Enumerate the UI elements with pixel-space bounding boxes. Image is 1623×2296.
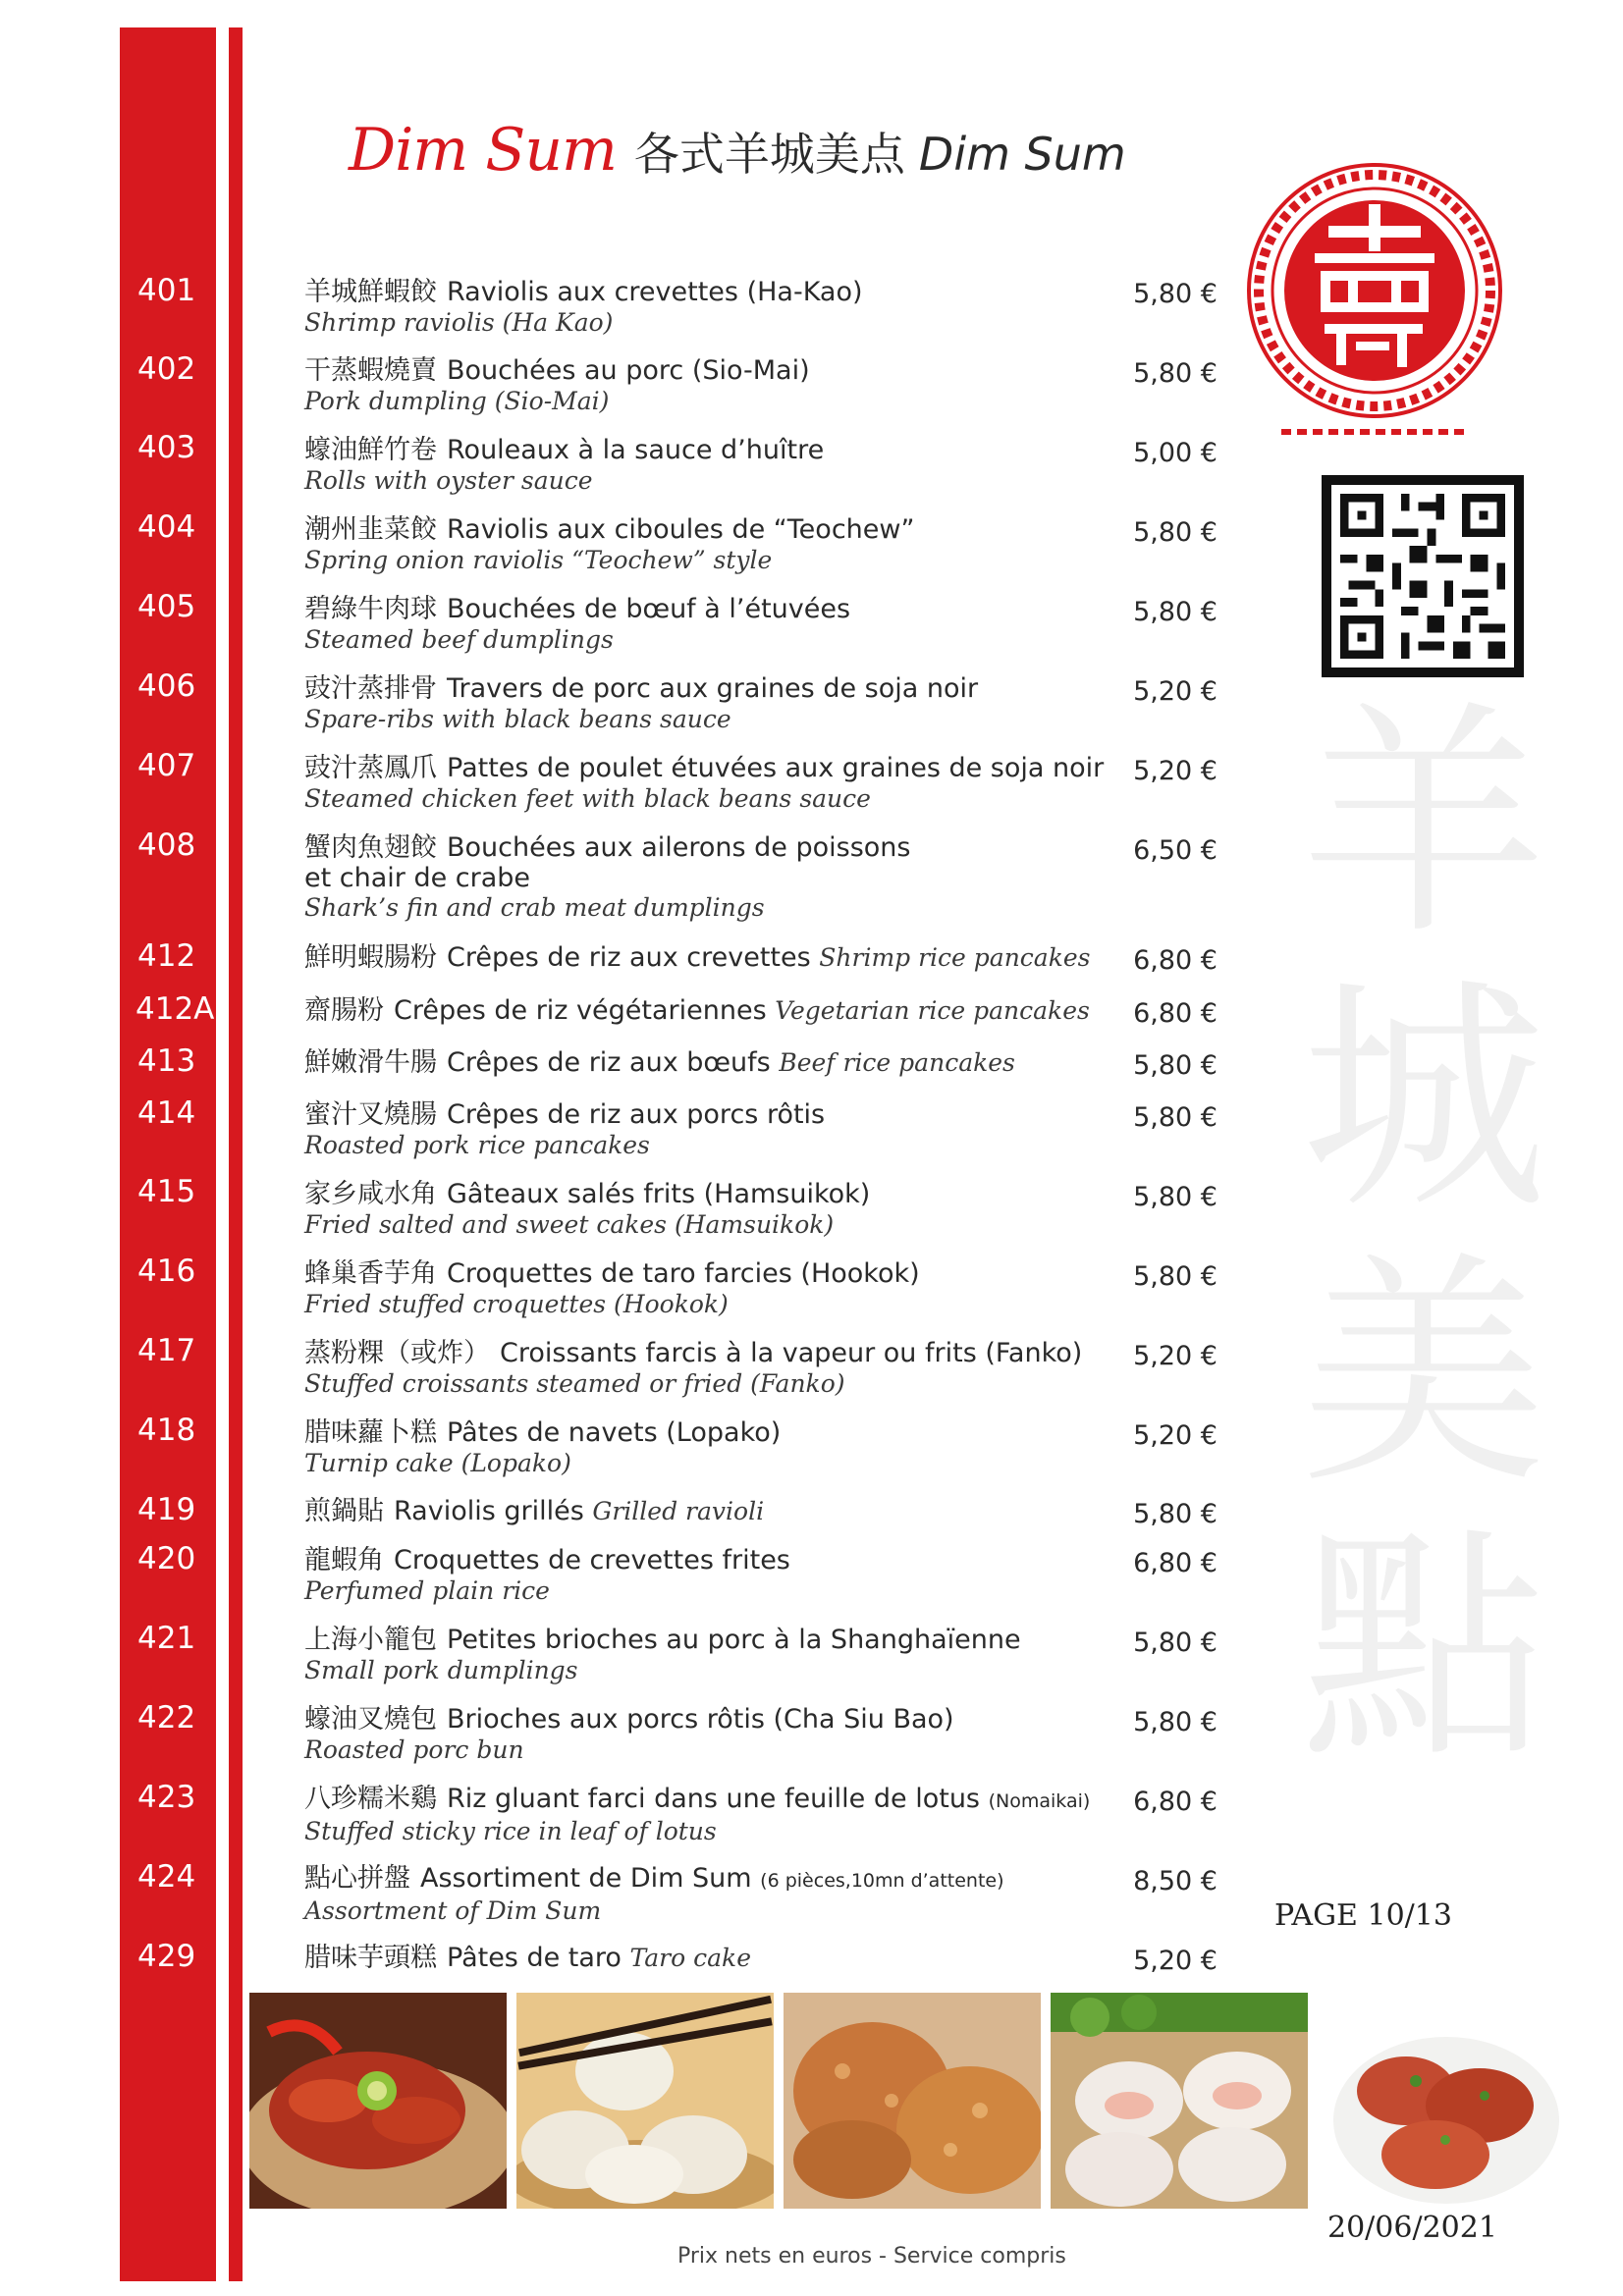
- item-price: 8,50 €: [1133, 1866, 1217, 1896]
- item-chinese-name: 蟹肉魚翅餃: [304, 832, 437, 863]
- item-french-name: Rouleaux à la sauce d’huître: [447, 435, 825, 465]
- item-french-name: Crêpes de riz aux bœufs: [447, 1047, 771, 1078]
- item-note: (Nomaikai): [988, 1790, 1091, 1812]
- item-french-name: Bouchées de bœuf à l’étuvées: [447, 594, 851, 624]
- item-english-name: Shrimp raviolis (Ha Kao): [304, 308, 614, 337]
- item-chinese-name: 八珍糯米鷄: [304, 1784, 437, 1814]
- left-red-stripe: [229, 27, 243, 2281]
- item-number: 401: [137, 273, 196, 308]
- item-number: 429: [137, 1939, 196, 1974]
- item-chinese-name: 上海小籠包: [304, 1625, 437, 1655]
- item-chinese-name: 蜜汁叉燒腸: [304, 1099, 437, 1130]
- item-price: 5,00 €: [1133, 438, 1217, 468]
- item-price: 5,80 €: [1133, 279, 1217, 309]
- title-english: Dim Sum: [918, 128, 1126, 181]
- item-english-name: Stuffed sticky rice in leaf of lotus: [304, 1817, 717, 1845]
- photo-xiaolongbao: [516, 1993, 774, 2209]
- item-price: 5,80 €: [1133, 517, 1217, 548]
- item-french-name: Brioches aux porcs rôtis (Cha Siu Bao): [447, 1704, 954, 1735]
- item-price: 5,20 €: [1133, 676, 1217, 707]
- item-number: 407: [137, 748, 196, 783]
- item-chinese-name: 腊味蘿卜糕: [304, 1417, 437, 1448]
- item-english-name: Stuffed croissants steamed or fried (Fanko): [304, 1369, 845, 1398]
- item-number: 403: [137, 430, 196, 465]
- item-price: 5,80 €: [1133, 1499, 1217, 1529]
- item-chinese-name: 干蒸蝦燒賣: [304, 355, 437, 386]
- item-price: 5,80 €: [1133, 1050, 1217, 1081]
- item-price: 5,80 €: [1133, 1628, 1217, 1658]
- item-english-name: Steamed chicken feet with black beans sauce: [304, 784, 871, 813]
- title-script: Dim Sum: [349, 116, 617, 185]
- item-chinese-name: 腊味芋頭糕: [304, 1943, 437, 1973]
- item-french-name: Croissants farcis à la vapeur ou frits (Fanko): [500, 1338, 1083, 1368]
- item-number: 412A: [135, 991, 215, 1027]
- item-french-name: Bouchées aux ailerons de poissons: [447, 832, 911, 863]
- item-price: 5,80 €: [1133, 1182, 1217, 1212]
- item-price: 5,80 €: [1133, 1261, 1217, 1292]
- item-chinese-name: 蜂巢香芋角: [304, 1258, 437, 1289]
- item-french-name: Raviolis grillés: [394, 1496, 584, 1526]
- item-french-name: Pâtes de navets (Lopako): [447, 1417, 782, 1448]
- item-number: 422: [137, 1700, 196, 1735]
- item-english-name: Shark’s fin and crab meat dumplings: [304, 893, 765, 922]
- item-number: 402: [137, 351, 196, 387]
- item-number: 414: [137, 1095, 196, 1131]
- item-english-name: Steamed beef dumplings: [304, 625, 614, 654]
- item-chinese-name: 潮州韭菜餃: [304, 514, 437, 545]
- watermark-char: 點: [1301, 1506, 1546, 1791]
- photo-chicken-feet: [249, 1993, 507, 2209]
- item-french-name: Petites brioches au porc à la Shanghaïenne: [447, 1625, 1021, 1655]
- item-number: 421: [137, 1621, 196, 1656]
- item-price: 5,20 €: [1133, 1946, 1217, 1976]
- item-number: 415: [137, 1174, 196, 1209]
- item-number: 416: [137, 1254, 196, 1289]
- item-number: 419: [137, 1492, 196, 1527]
- item-number: 412: [137, 938, 196, 974]
- item-french-name: Raviolis aux crevettes (Ha-Kao): [447, 277, 863, 307]
- item-price: 6,80 €: [1133, 945, 1217, 976]
- item-english-name: Beef rice pancakes: [779, 1048, 1015, 1077]
- item-english-name: Vegetarian rice pancakes: [775, 996, 1090, 1025]
- item-english-name: Pork dumpling (Sio-Mai): [304, 387, 610, 415]
- item-french-name: Crêpes de riz aux crevettes: [447, 942, 811, 973]
- item-french-name: Travers de porc aux graines de soja noir: [447, 673, 979, 704]
- item-price: 6,80 €: [1133, 1548, 1217, 1578]
- item-french-name: Croquettes de crevettes frites: [394, 1545, 790, 1575]
- item-french-name: Gâteaux salés frits (Hamsuikok): [447, 1179, 871, 1209]
- item-price: 6,80 €: [1133, 998, 1217, 1029]
- item-french-name: Raviolis aux ciboules de “Teochew”: [447, 514, 915, 545]
- item-number: 423: [137, 1780, 196, 1815]
- item-french-name: Riz gluant farci dans une feuille de lotus: [447, 1784, 980, 1814]
- item-english-name: Grilled ravioli: [592, 1497, 765, 1525]
- item-chinese-name: 鮮明蝦腸粉: [304, 942, 437, 973]
- qr-code[interactable]: [1322, 475, 1524, 677]
- item-english-name: Small pork dumplings: [304, 1656, 578, 1684]
- item-english-name: Spring onion raviolis “Teochew” style: [304, 546, 773, 574]
- item-number: 424: [137, 1859, 196, 1895]
- item-chinese-name: 蠔油鮮竹卷: [304, 435, 437, 465]
- item-english-name: Turnip cake (Lopako): [304, 1449, 571, 1477]
- item-french-name-cont: et chair de crabe: [304, 863, 531, 893]
- item-chinese-name: 蠔油叉燒包: [304, 1704, 437, 1735]
- page-number: PAGE 10/13: [1274, 1898, 1452, 1933]
- item-number: 405: [137, 589, 196, 624]
- item-english-name: Assortment of Dim Sum: [304, 1896, 602, 1925]
- item-english-name: Roasted porc bun: [304, 1735, 524, 1764]
- item-french-name: Assortiment de Dim Sum: [420, 1863, 752, 1894]
- item-number: 420: [137, 1541, 196, 1576]
- food-photo-strip: [0, 1993, 1623, 2218]
- date-label: 20/06/2021: [1327, 2211, 1497, 2245]
- item-french-name: Croquettes de taro farcies (Hookok): [447, 1258, 920, 1289]
- item-english-name: Shrimp rice pancakes: [819, 943, 1091, 972]
- item-english-name: Taro cake: [629, 1944, 751, 1972]
- photo-har-gow: [1051, 1993, 1308, 2209]
- item-english-name: Spare-ribs with black beans sauce: [304, 705, 731, 733]
- item-price: 5,80 €: [1133, 358, 1217, 389]
- item-number: 404: [137, 509, 196, 545]
- item-price: 5,80 €: [1133, 1707, 1217, 1737]
- footer-note: Prix nets en euros - Service compris: [677, 2244, 1066, 2269]
- item-number: 413: [137, 1043, 196, 1079]
- item-price: 5,20 €: [1133, 756, 1217, 786]
- item-chinese-name: 豉汁蒸排骨: [304, 673, 437, 704]
- item-price: 5,20 €: [1133, 1341, 1217, 1371]
- title-chinese: 各式羊城美点: [633, 128, 905, 181]
- item-french-name: Crêpes de riz aux porcs rôtis: [447, 1099, 826, 1130]
- item-english-name: Rolls with oyster sauce: [304, 466, 593, 495]
- item-chinese-name: 羊城鮮蝦餃: [304, 277, 437, 307]
- item-number: 417: [137, 1333, 196, 1368]
- item-french-name: Pâtes de taro: [447, 1943, 622, 1973]
- item-english-name: Fried salted and sweet cakes (Hamsuikok): [304, 1210, 835, 1239]
- watermark-char: 美: [1301, 1231, 1546, 1517]
- item-chinese-name: 蒸粉粿（或炸）: [304, 1338, 490, 1368]
- item-chinese-name: 齋腸粉: [304, 995, 384, 1026]
- item-number-column: [120, 0, 216, 2296]
- photo-spare-ribs: [1318, 1993, 1575, 2209]
- item-chinese-name: 點心拼盤: [304, 1863, 410, 1894]
- item-price: 6,50 €: [1133, 835, 1217, 866]
- item-english-name: Perfumed plain rice: [304, 1576, 550, 1605]
- item-note: (6 pièces,10mn d’attente): [760, 1870, 1004, 1892]
- item-number: 406: [137, 668, 196, 704]
- item-chinese-name: 碧綠牛肉球: [304, 594, 437, 624]
- item-french-name: Bouchées au porc (Sio-Mai): [447, 355, 810, 386]
- item-french-name: Pattes de poulet étuvées aux graines de soja noir: [447, 753, 1105, 783]
- item-french-name: Crêpes de riz végétariennes: [394, 995, 767, 1026]
- item-english-name: Roasted pork rice pancakes: [304, 1131, 650, 1159]
- restaurant-seal-logo: [1242, 155, 1507, 454]
- item-chinese-name: 家乡咸水角: [304, 1179, 437, 1209]
- item-number: 418: [137, 1413, 196, 1448]
- item-chinese-name: 龍蝦角: [304, 1545, 384, 1575]
- item-english-name: Fried stuffed croquettes (Hookok): [304, 1290, 729, 1318]
- item-price: 5,20 €: [1133, 1420, 1217, 1451]
- item-price: 5,80 €: [1133, 597, 1217, 627]
- watermark-text: [1286, 681, 1561, 1791]
- page-title: [349, 116, 1126, 204]
- item-chinese-name: 豉汁蒸鳳爪: [304, 753, 437, 783]
- item-number: 408: [137, 828, 196, 863]
- watermark-char: 羊: [1301, 681, 1546, 967]
- item-price: 6,80 €: [1133, 1787, 1217, 1817]
- photo-taro-croquettes: [784, 1993, 1041, 2209]
- item-price: 5,80 €: [1133, 1102, 1217, 1133]
- item-chinese-name: 煎鍋貼: [304, 1496, 384, 1526]
- item-chinese-name: 鮮嫩滑牛腸: [304, 1047, 437, 1078]
- watermark-char: 城: [1301, 956, 1546, 1242]
